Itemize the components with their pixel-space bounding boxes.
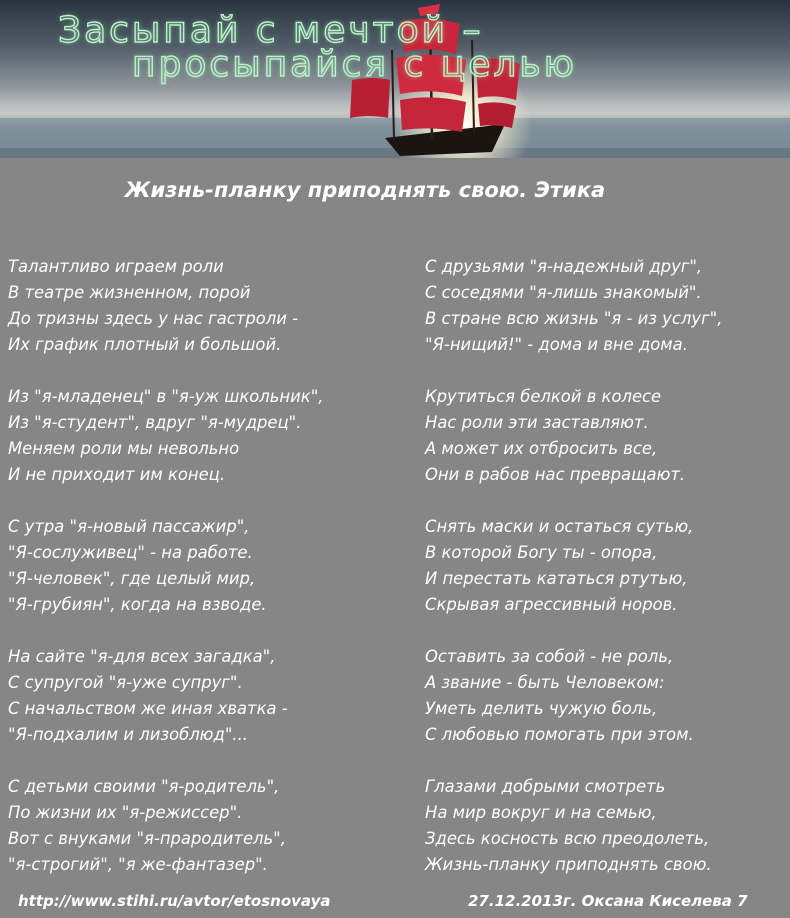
banner-slogan-line-1: Засыпай с мечтой –: [58, 10, 484, 51]
verse-line: С утра "я-новый пассажир",: [8, 517, 250, 536]
verse-line: С друзьями "я-надежный друг",: [425, 257, 703, 276]
verse-line: Уметь делить чужую боль,: [425, 699, 658, 718]
verse-line: С супругой "я-уже супруг".: [8, 673, 243, 692]
verse-line: "Я-нищий!" - дома и вне дома.: [425, 335, 688, 354]
verse-line: Нас роли эти заставляют.: [425, 413, 649, 432]
stanza: [425, 254, 722, 358]
verse-line: Из "я-студент", вдруг "я-мудрец".: [8, 413, 302, 432]
verse-line: На сайте "я-для всех загадка",: [8, 647, 276, 666]
verse-line: И не приходит им конец.: [8, 465, 226, 484]
stanza: [425, 384, 722, 488]
verse-line: С начальством же иная хватка -: [8, 699, 288, 718]
verse-line: С детьми своими "я-родитель",: [8, 777, 280, 796]
verse-line: А звание - быть Человеком:: [425, 673, 665, 692]
verse-line: И перестать кататься ртутью,: [425, 569, 688, 588]
verse-line: "я-строгий", "я же-фантазер".: [8, 855, 268, 874]
verse-line: Их график плотный и большой.: [8, 335, 282, 354]
verse-line: "Я-сослуживец" - на работе.: [8, 543, 253, 562]
verse-line: С соседями "я-лишь знакомый".: [425, 283, 702, 302]
verse-line: "Я-подхалим и лизоблюд"...: [8, 725, 248, 744]
verse-line: На мир вокруг и на семью,: [425, 803, 657, 822]
header-banner: [0, 0, 790, 158]
stanza: [8, 644, 323, 748]
verse-line: Скрывая агрессивный норов.: [425, 595, 678, 614]
verse-line: По жизни их "я-режиссер".: [8, 803, 243, 822]
verse-line: В которой Богу ты - опора,: [425, 543, 658, 562]
verse-line: Талантливо играем роли: [8, 257, 224, 276]
verse-line: Меняем роли мы невольно: [8, 439, 240, 458]
verse-line: "Я-человек", где целый мир,: [8, 569, 256, 588]
verse-line: Из "я-младенец" в "я-уж школьник",: [8, 387, 324, 406]
verse-line: В стране всю жизнь "я - из услуг",: [425, 309, 723, 328]
stanza: [8, 254, 323, 358]
poem-right-column: [425, 254, 722, 904]
stanza: [8, 514, 323, 618]
verse-line: "Я-грубиян", когда на взводе.: [8, 595, 267, 614]
stanza: [425, 774, 722, 878]
verse-line: Крутиться белкой в колесе: [425, 387, 662, 406]
verse-line: Жизнь-планку приподнять свою.: [425, 855, 712, 874]
verse-line: Оставить за собой - не роль,: [425, 647, 674, 666]
stanza: [8, 774, 323, 878]
poem-left-column: [8, 254, 323, 904]
verse-line: В театре жизненном, порой: [8, 283, 251, 302]
verse-line: Вот с внуками "я-прародитель",: [8, 829, 286, 848]
verse-line: Они в рабов нас превращают.: [425, 465, 686, 484]
verse-line: До тризны здесь у нас гастроли -: [8, 309, 299, 328]
verse-line: С любовью помогать при этом.: [425, 725, 694, 744]
verse-line: Здесь косность всю преодолеть,: [425, 829, 710, 848]
verse-line: Глазами добрыми смотреть: [425, 777, 666, 796]
stanza: [425, 514, 722, 618]
source-url: http://www.stihi.ru/avtor/etosnovaya: [18, 892, 331, 910]
stanza: [8, 384, 323, 488]
poem-title: Жизнь-планку приподнять свою. Этика: [124, 178, 606, 202]
verse-line: Снять маски и остаться сутью,: [425, 517, 694, 536]
author-signature: 27.12.2013г. Оксана Киселева 7: [468, 892, 748, 910]
verse-line: А может их отбросить все,: [425, 439, 658, 458]
banner-slogan-line-2: просыпайся с целью: [132, 44, 577, 85]
stanza: [425, 644, 722, 748]
